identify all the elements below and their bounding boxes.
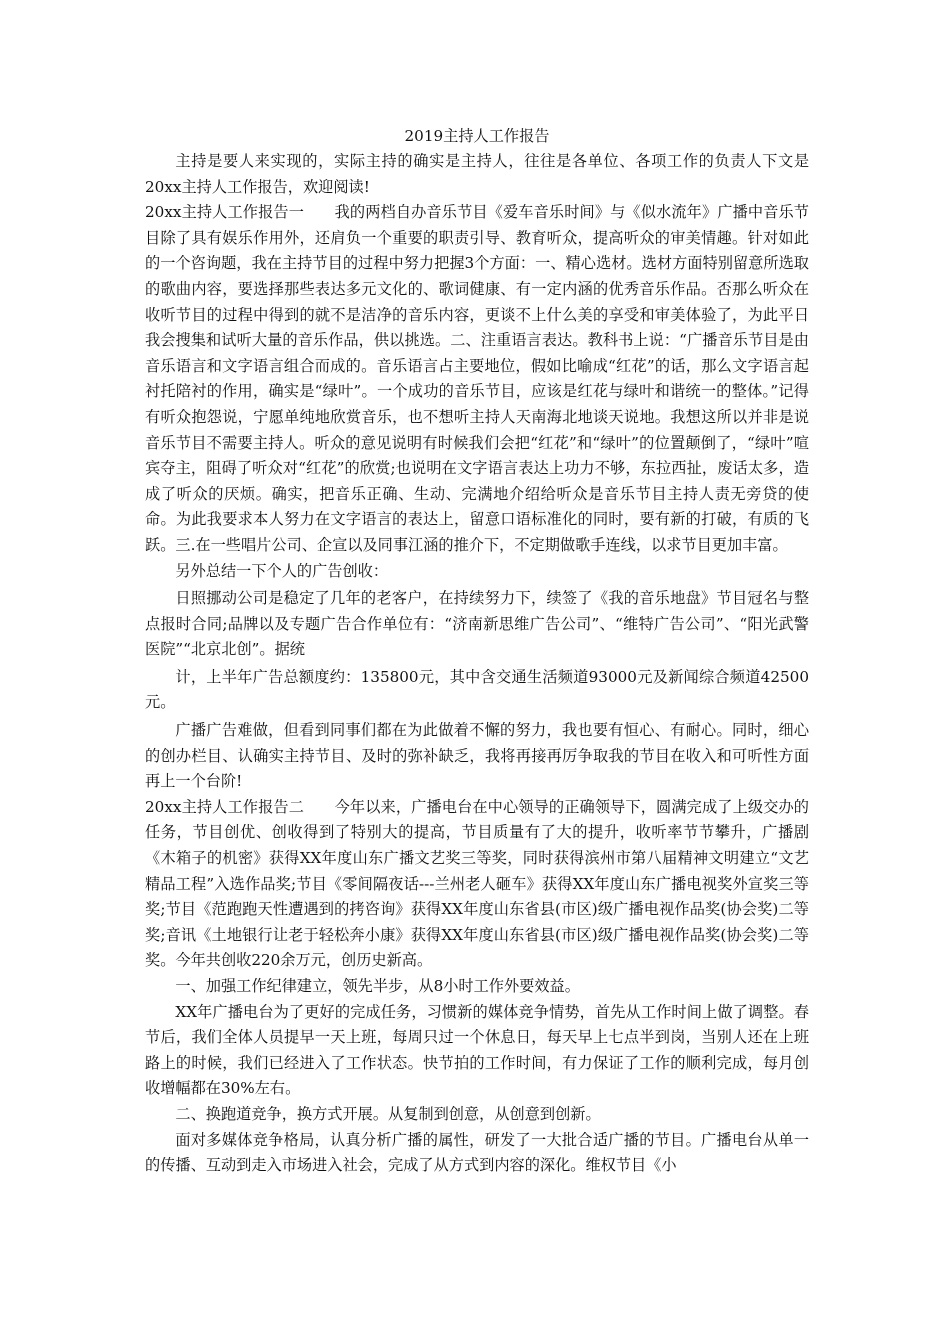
document-title: 2019主持人工作报告 <box>404 127 550 145</box>
intro-paragraph: 主持是要人来实现的，实际主持的确实是主持人，往往是各单位、各项工作的负责人下文是20xx主持人工作报告，欢迎阅读! <box>145 152 809 196</box>
report-two-paragraph: 20xx主持人工作报告二 今年以来，广播电台在中心领导的正确领导下，圆满完成了上级交办的任务，节目创优、创收得到了特别大的提高，节目质量有了大的提升，收听率节节攀升，广播剧《木箱子的机密》获得XX年度山东广播文艺奖三等奖，同时获得滨州市第八届精神文明建立“文艺精品工程”入选作品奖;节目《零间隔夜话---兰州老人砸车》获得XX年度山东广播电视奖外宣奖三等奖;节目《范跑跑天性遭遇到的拷咨询》获得XX年度山东省县(市区)级广播电视作品奖(协会奖)二等奖;音讯《土地银行让老于轻松奔小康》获得XX年度山东省县(市区)级广播电视作品奖(协会奖)二等奖。今年共创收220余万元，创历史新高。 <box>145 797 809 970</box>
section-two-paragraph: 面对多媒体竞争格局，认真分析广播的属性，研发了一大批合适广播的节目。广播电台从单一的传播、互动到走入市场进入社会，完成了从方式到内容的深化。维权节目《小 <box>145 1130 809 1175</box>
ad-outlook-paragraph: 广播广告难做，但看到同事们都在为此做着不懈的努力，我也要有恒心、有耐心。同时，细心的创办栏目、认确实主持节目、及时的弥补缺乏，我将再接再厉争取我的节目在收入和可听性方面再上一个台阶! <box>145 721 809 791</box>
section-two-heading: 二、换跑道竞争，换方式开展。从复制到创意，从创意到创新。 <box>175 1104 601 1123</box>
report-one-paragraph: 20xx主持人工作报告一 我的两档自办音乐节目《爱车音乐时间》与《似水流年》广播中音乐节目除了具有娱乐作用外，还肩负一个重要的职责引导、教育听众，提高听众的审美情趣。针对如此的一个咨询题，我在主持节目的过程中努力把握3个方面：一、精心选材。选材方面特别留意所选取的歌曲内容，要选择那些表达多元文化的、歌词健康、有一定内涵的优秀音乐作品。否那么听众在收听节目的过程中得到的就不是洁净的音乐内容，更谈不上什么美的享受和审美体验了，为此平日我会搜集和试听大量的音乐作品，供以挑选。二、注重语言表达。教科书上说：“广播音乐节目是由音乐语言和文字语言组合而成的。音乐语言占主要地位，假如比喻成“红花”的话，那么文字语言起衬托陪衬的作用，确实是“绿叶”。一个成功的音乐节目，应该是红花与绿叶和谐统一的整体。”记得有听众抱怨说，宁愿单纯地欣赏音乐，也不想听主持人天南海北地谈天说地。我想这所以并非是说音乐节目不需要主持人。听众的意见说明有时候我们会把“红花”和“绿叶”的位置颠倒了，“绿叶”喧宾夺主，阻碍了听众对“红花”的欣赏;也说明在文字语言表达上功力不够，东拉西扯，废话太多，造成了听众的厌烦。确实，把音乐正确、生动、完满地介绍给听众是音乐节目主持人责无旁贷的使命。为此我要求本人努力在文字语言的表达上，留意口语标准化的同时，要有新的打破，有质的飞跃。三.在一些唱片公司、企宣以及同事江涵的推介下，不定期做歌手连线，以求节目更加丰富。 <box>145 203 809 554</box>
ad-summary-heading: 另外总结一下个人的广告创收： <box>175 561 389 580</box>
ad-revenue-paragraph: 计，上半年广告总额度约：135800元，其中含交通生活频道93000元及新闻综合频道42500元。 <box>145 667 809 712</box>
document-page <box>145 123 809 1179</box>
section-one-paragraph: XX年广播电台为了更好的完成任务，习惯新的媒体竞争情势，首先从工作时间上做了调整。春节后，我们全体人员提早一天上班，每周只过一个休息日，每天早上七点半到岗，当别人还在上班路上的时候，我们已经进入了工作状态。快节拍的工作时间，有力保证了工作的顺利完成，每月创收增幅都在30%左右。 <box>145 1002 809 1098</box>
ad-clients-paragraph: 日照挪动公司是稳定了几年的老客户，在持续努力下，续签了《我的音乐地盘》节目冠名与整点报时合同;品牌以及专题广告合作单位有：“济南新思维广告公司”、“维特广告公司”、“阳光武警医院”“北京北创”。据统 <box>145 589 809 659</box>
section-one-heading: 一、加强工作纪律建立，领先半步，从8小时工作外要效益。 <box>175 977 580 995</box>
